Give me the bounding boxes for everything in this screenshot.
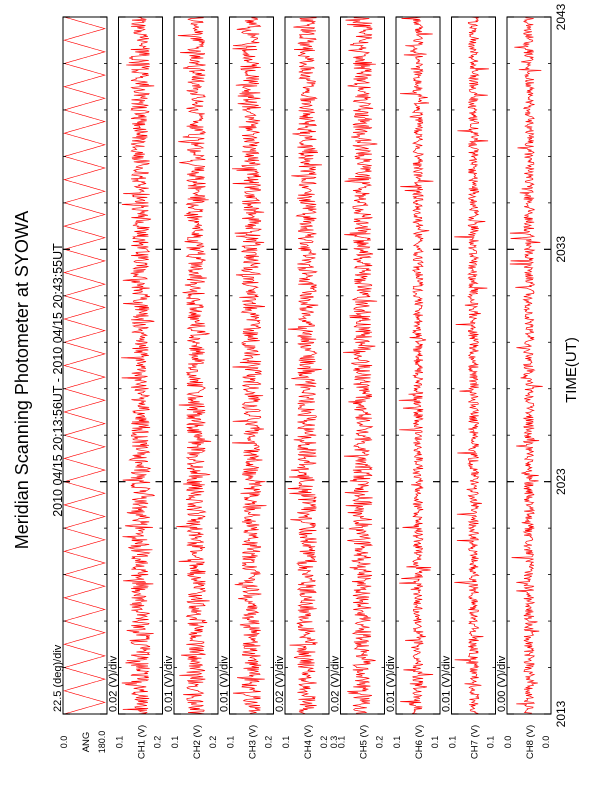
x-tick-label: 2033 bbox=[554, 235, 568, 263]
scale-label-ch4: 0.02 (V)/div bbox=[274, 655, 286, 712]
channel-label-ch7: CH7 (V) bbox=[469, 724, 481, 760]
channel-label-ch8: CH8 (V) bbox=[525, 724, 536, 760]
channel-label-ch5: CH5 (V) bbox=[358, 724, 370, 760]
y-tick-label: 0.1 bbox=[447, 735, 458, 749]
y-tick-label: 0.2 bbox=[374, 735, 385, 749]
x-axis-label: TIME(UT) bbox=[563, 337, 580, 403]
channel-label-ch3: CH3 (V) bbox=[247, 724, 259, 760]
y-tick-label: 0.2 bbox=[263, 735, 274, 749]
scale-label-ch3: 0.01 (V)/div bbox=[218, 655, 231, 712]
scale-label-ch2: 0.01 (V)/div bbox=[163, 655, 175, 712]
x-tick-label: 2043 bbox=[554, 3, 568, 31]
channel-label-ang: ANG bbox=[81, 731, 92, 753]
channel-label-ch6: CH6 (V) bbox=[414, 724, 425, 760]
y-tick-label: 0.1 bbox=[281, 735, 291, 749]
scale-label-ch5: 0.02 (V)/div bbox=[329, 655, 342, 712]
y-tick-label: 0.1 bbox=[114, 735, 125, 749]
scale-label-ch8: 0.00 (V)/div bbox=[496, 655, 508, 712]
x-tick-label: 2013 bbox=[554, 700, 568, 728]
y-tick-label: 0.0 bbox=[59, 735, 69, 749]
scale-label-ch6: 0.01 (V)/div bbox=[385, 655, 397, 712]
y-tick-label: 180.0 bbox=[97, 730, 107, 754]
channel-label-ch1: CH1 (V) bbox=[136, 724, 148, 760]
y-tick-label: 0.1 bbox=[336, 735, 347, 749]
y-tick-label: 0.0 bbox=[503, 735, 513, 749]
channel-label-ch2: CH2 (V) bbox=[192, 724, 203, 760]
y-tick-label: 0.1 bbox=[225, 735, 236, 749]
y-tick-label: 0.1 bbox=[392, 735, 402, 749]
scale-label-ang: 22.5 (deg)/div bbox=[52, 644, 64, 712]
y-tick-label: 0.1 bbox=[485, 735, 496, 749]
scale-label-ch1: 0.02 (V)/div bbox=[107, 655, 120, 712]
y-tick-label: 0.0 bbox=[541, 735, 551, 749]
y-tick-label: 0.2 bbox=[152, 735, 163, 749]
y-tick-label: 0.1 bbox=[170, 735, 180, 749]
chart-subtitle: 2010 04/15 20:13:56UT - 2010 04/15 20:43:55UT bbox=[51, 243, 65, 517]
x-tick-label: 2023 bbox=[554, 468, 568, 496]
y-tick-label: 0.1 bbox=[430, 735, 440, 749]
y-tick-label: 0.2 bbox=[319, 735, 329, 749]
channel-label-ch4: CH4 (V) bbox=[303, 724, 314, 760]
scale-label-ch7: 0.01 (V)/div bbox=[440, 655, 453, 712]
y-tick-label: 0.2 bbox=[208, 735, 218, 749]
chart-title: Meridian Scanning Photometer at SYOWA bbox=[12, 210, 32, 550]
y-tick-label: 0.3 bbox=[329, 735, 339, 749]
